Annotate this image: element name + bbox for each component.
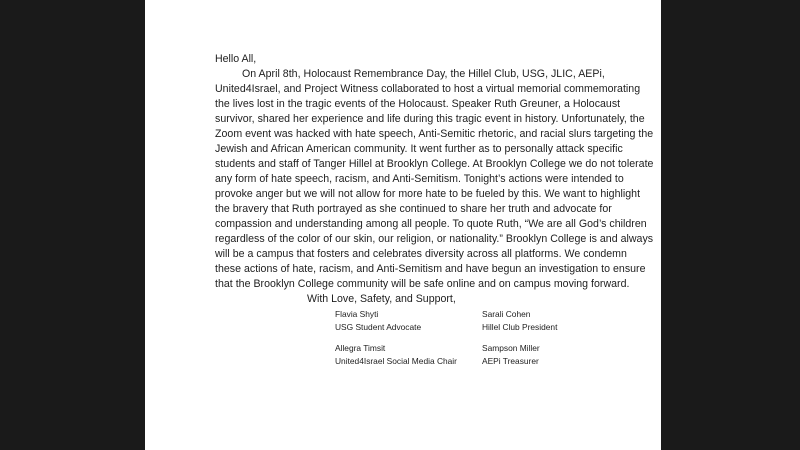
signatory [335,342,457,368]
signatory-name: Sampson Miller [482,343,540,353]
signatory-name: Flavia Shyti [335,309,379,319]
signatory-title: Hillel Club President [482,322,558,332]
letter-page [145,0,661,450]
letter-greeting: Hello All, [215,53,257,65]
signatory-name: Allegra Timsit [335,343,386,353]
signatory-name: Sarali Cohen [482,309,531,319]
letter-body: On April 8th, Holocaust Remembrance Day, the Hillel Club, USG, JLIC, AEPi, United4Israel, and Project Witness collaborated to host a virtual memorial commemorating the lives lost in the tragic events of the Holocaust. Speaker Ruth Greuner, a Holocaust survivor, shared her experience and life during this tragic event in history. Unfortunately, the Zoom event was hacked with hate speech, Anti-Semitic rhetoric, and racial slurs targeting the Jewish and African American community. It went further as to personally attack specific students and staff of Tanger Hillel at Brooklyn College. At Brooklyn College we do not tolerate any form of hate speech, racism, and Anti-Semitism. Tonight’s actions were intended to provoke anger but we will not allow for more hate to be fueled by this. We want to highlight the bravery that Ruth portrayed as she continued to share her truth and advocate for compassion and understanding among all people. To quote Ruth, “We are all God’s children regardless of the color of our skin, our religion, or nationality.” Brooklyn College is and always will be a campus that fosters and celebrates diversity across all platforms. We condemn these actions of hate, racism, and Anti-Semitism and have begun an investigation to ensure that the Brooklyn College community will be safe online and on campus moving forward. [215,68,654,290]
signatory-title: USG Student Advocate [335,322,422,332]
signature-block [215,308,655,378]
signatory [482,342,540,368]
letter-content [215,52,655,378]
letter-closing: With Love, Safety, and Support, [307,293,456,305]
signatory-title: United4Israel Social Media Chair [335,356,457,366]
signatory-title: AEPi Treasurer [482,356,539,366]
signatory [482,308,557,334]
signatory [335,308,421,334]
